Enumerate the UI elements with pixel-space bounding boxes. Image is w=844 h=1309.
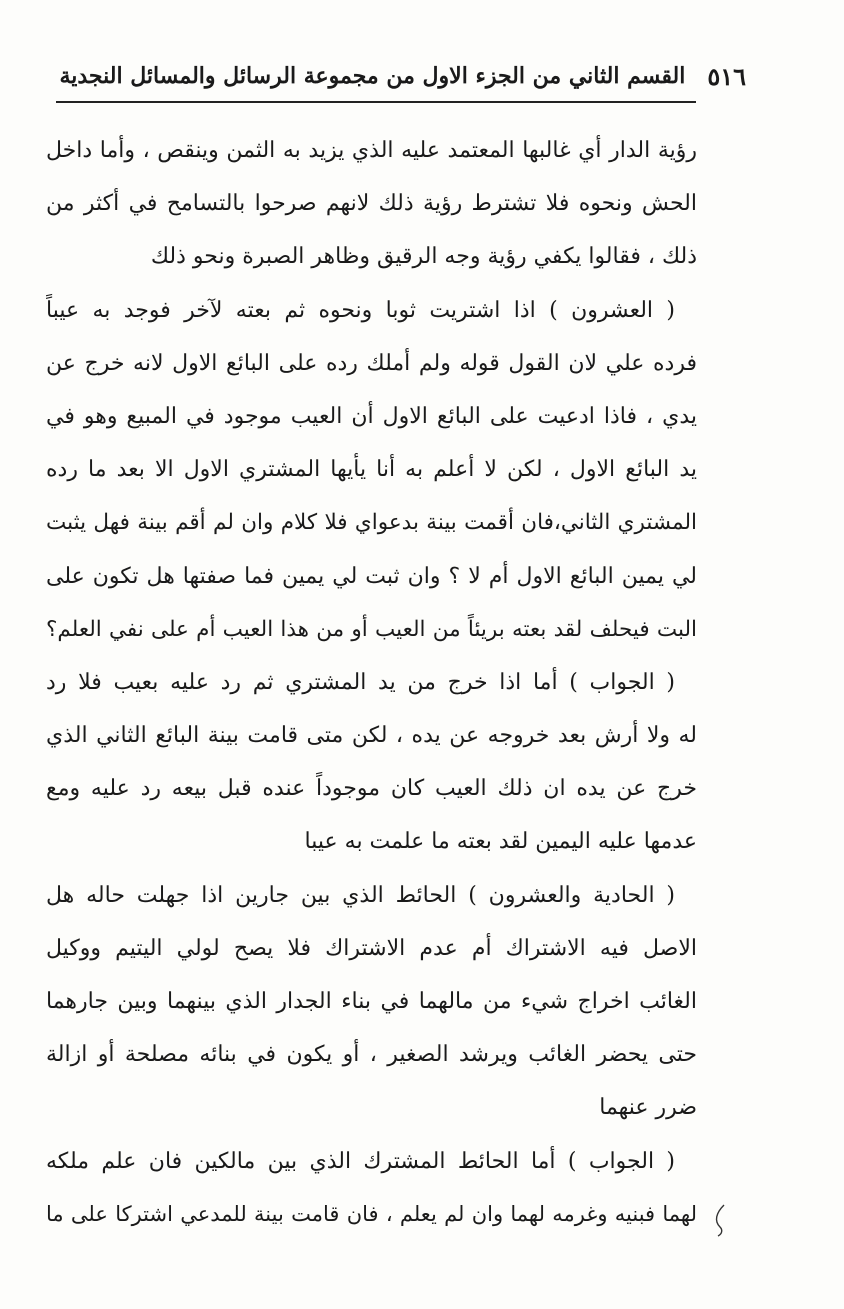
text-line: المشتري الثاني،فان أقمت بينة بدعواي فلا كلام وان لم أقم بينة فهل يثبت: [46, 510, 697, 536]
header-rule: [56, 101, 696, 103]
margin-ink-mark: [710, 1203, 730, 1237]
question-heading-line: ( العشرون ) اذا اشتريت ثوبا ونحوه ثم بعته لآخر فوجد به عيباً: [46, 297, 675, 323]
text-line: الحش ونحوه فلا تشترط رؤية ذلك لانهم صرحوا بالتسامح في أكثر من: [46, 191, 697, 217]
text-line: لي يمين البائع الاول أم لا ؟ وان ثبت لي يمين فما صفتها هل تكون على: [46, 563, 697, 589]
page-header: [56, 56, 746, 96]
answer-heading-line: ( الجواب ) أما الحائط المشترك الذي بين مالكين فان علم ملكه: [46, 1148, 675, 1174]
text-line: البت فيحلف لقد بعته بريئاً من العيب أو من هذا العيب أم على نفي العلم؟: [46, 616, 697, 642]
text-line: فرده علي لان القول قوله ولم أملك رده على البائع الاول لانه خرج عن: [46, 350, 697, 376]
text-line: الغائب اخراج شيء من مالهما في بناء الجدار الذي بينهما وبين جارهما: [46, 989, 697, 1014]
page-number: ٥١٦: [707, 61, 746, 91]
question-heading-line: ( الحادية والعشرون ) الحائط الذي بين جارين اذا جهلت حاله هل: [46, 882, 675, 908]
running-title: القسم الثاني من الجزء الاول من مجموعة الرسائل والمسائل النجدية: [59, 63, 686, 89]
answer-heading-line: ( الجواب ) أما اذا خرج من يد المشتري ثم رد عليه بعيب فلا رد: [46, 669, 675, 695]
text-line: ذلك ، فقالوا يكفي رؤية وجه الرقيق وظاهر الصبرة ونحو ذلك: [150, 244, 697, 270]
text-line: عدمها عليه اليمين لقد بعته ما علمت به عيبا: [304, 829, 697, 855]
text-line: لهما فبنيه وغرمه لهما وان لم يعلم ، فان قامت بينة للمدعي اشتركا على ما: [46, 1201, 697, 1226]
body-text: [46, 124, 697, 1241]
text-line: ضرر عنهما: [599, 1095, 697, 1121]
text-line: رؤية الدار أي غالبها المعتمد عليه الذي يزيد به الثمن وينقص ، وأما داخل: [46, 138, 697, 163]
text-line: حتى يحضر الغائب ويرشد الصغير ، أو يكون في بنائه مصلحة أو ازالة: [46, 1042, 697, 1068]
text-line: يد البائع الاول ، لكن لا أعلم به أنا يأيها المشتري الاول الا بعد ما رده: [46, 457, 697, 483]
text-line: الاصل فيه الاشتراك أم عدم الاشتراك فلا يصح لولي اليتيم ووكيل: [46, 935, 697, 961]
text-line: خرج عن يده ان ذلك العيب كان موجوداً عنده قبل بيعه رد عليه ومع: [46, 776, 697, 802]
text-line: له ولا أرش بعد خروجه عن يده ، لكن متى قامت بينة البائع الثاني الذي: [46, 723, 697, 749]
text-line: يدي ، فاذا ادعيت على البائع الاول أن العيب موجود في المبيع وهو في: [46, 403, 697, 429]
